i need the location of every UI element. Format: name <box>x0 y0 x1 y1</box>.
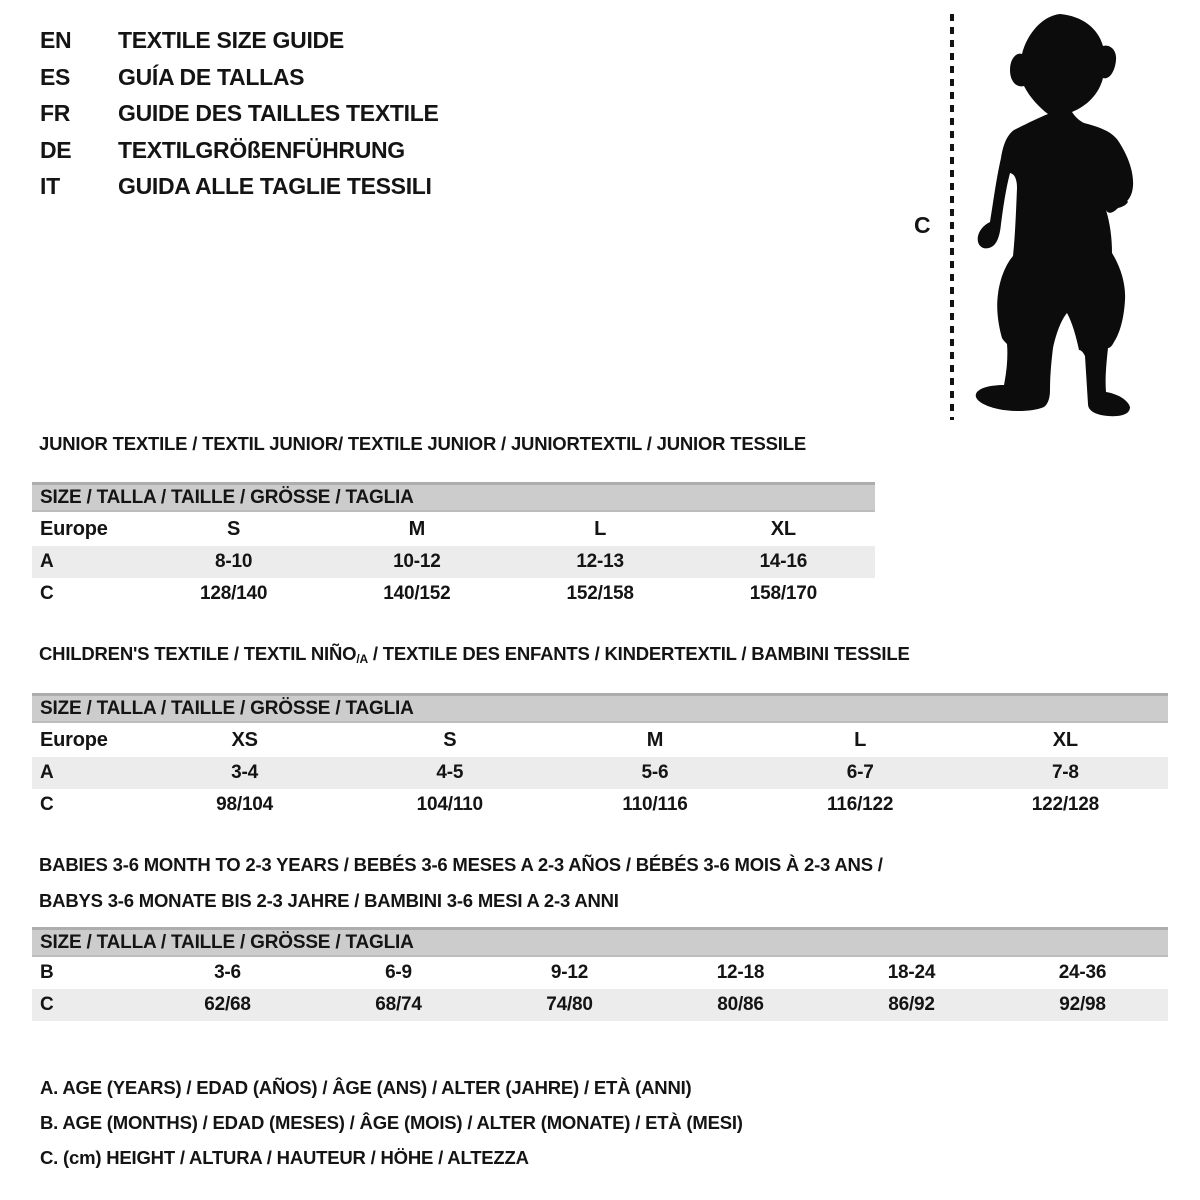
measure-label-c: C <box>914 212 931 238</box>
toddler-silhouette-icon <box>960 8 1145 420</box>
table-cell: 3-4 <box>142 757 347 789</box>
table-cell: A <box>32 546 142 578</box>
table-cell: 74/80 <box>484 989 655 1021</box>
children-size-header-bar <box>32 693 1168 723</box>
children-size-table <box>32 723 1168 821</box>
table-cell: XL <box>1052 728 1078 751</box>
table-cell: 158/170 <box>749 583 818 604</box>
size-header-label: SIZE / TALLA / TAILLE / GRÖSSE / TAGLIA <box>40 931 414 953</box>
table-cell: Europe <box>40 728 108 751</box>
table-cell: 12-18 <box>716 962 765 983</box>
table-cell: B <box>40 962 54 983</box>
table-cell: 7-8 <box>963 757 1168 789</box>
table-cell: L <box>854 728 867 751</box>
junior-size-header-bar <box>32 482 875 512</box>
table-cell: 122/128 <box>1031 794 1100 815</box>
babies-size-header-bar <box>32 927 1168 957</box>
table-cell: 12-13 <box>509 546 692 578</box>
table-cell: C <box>40 583 54 604</box>
table-cell: Europe <box>40 517 108 540</box>
table-cell: 128/140 <box>199 583 268 604</box>
table-cell: 110/116 <box>622 794 688 815</box>
height-figure <box>900 0 1200 430</box>
table-cell: M <box>408 517 426 540</box>
table-cell: 24-36 <box>1058 962 1107 983</box>
table-cell: 116/122 <box>827 794 894 815</box>
note-age-months: B. AGE (MONTHS) / EDAD (MESES) / ÂGE (MOIS) / ALTER (MONATE) / ETÀ (MESI) <box>40 1112 743 1133</box>
table-cell: 140/152 <box>383 583 451 604</box>
note-age-years: A. AGE (YEARS) / EDAD (AÑOS) / ÂGE (ANS) / ALTER (JAHRE) / ETÀ (ANNI) <box>40 1077 692 1098</box>
table-row <box>32 578 875 610</box>
section-babies-textile <box>32 847 1168 1021</box>
lang-row-it <box>40 168 439 205</box>
lang-row-en <box>40 22 439 59</box>
junior-section-title: JUNIOR TEXTILE / TEXTIL JUNIOR/ TEXTILE JUNIOR / JUNIORTEXTIL / JUNIOR TESSILE <box>39 433 806 454</box>
lang-label: TEXTILE SIZE GUIDE <box>118 27 344 53</box>
lang-code: DE <box>40 136 72 163</box>
section-junior-textile <box>32 433 875 610</box>
table-cell: 5-6 <box>552 757 757 789</box>
title-text: / TEXTILE DES ENFANTS / KINDERTEXTIL / BAMBINI TESSILE <box>367 643 910 664</box>
table-cell: 14-16 <box>692 546 875 578</box>
table-cell: A <box>32 757 142 789</box>
babies-title-line-1: BABIES 3-6 MONTH TO 2-3 YEARS / BEBÉS 3-6 MESES A 2-3 AÑOS / BÉBÉS 3-6 MOIS À 2-3 ANS / <box>39 854 883 875</box>
lang-label: GUIDA ALLE TAGLIE TESSILI <box>118 173 432 199</box>
lang-code: FR <box>40 100 71 126</box>
junior-size-table <box>32 512 875 610</box>
table-cell: C <box>40 794 54 815</box>
table-cell: 8-10 <box>142 546 325 578</box>
language-title-block <box>40 22 439 205</box>
title-subscript: /A <box>356 652 368 666</box>
table-row <box>32 546 875 578</box>
table-row <box>32 989 1168 1021</box>
table-cell: M <box>646 728 664 751</box>
table-cell: 6-9 <box>385 962 412 983</box>
table-cell: 6-7 <box>758 757 963 789</box>
table-cell: S <box>227 517 241 540</box>
table-cell: 92/98 <box>997 989 1168 1021</box>
table-row <box>32 723 1168 757</box>
children-section-title <box>39 643 1168 666</box>
table-cell: XS <box>231 728 258 751</box>
table-cell: C <box>32 989 142 1021</box>
table-cell: 86/92 <box>826 989 997 1021</box>
table-cell: 4-5 <box>347 757 552 789</box>
lang-code: ES <box>40 63 71 90</box>
table-cell: 98/104 <box>216 794 274 815</box>
lang-code: EN <box>40 27 72 53</box>
babies-title-line-2: BABYS 3-6 MONATE BIS 2-3 JAHRE / BAMBINI 3-6 MESI A 2-3 ANNI <box>39 890 619 911</box>
lang-label: GUIDE DES TAILLES TEXTILE <box>118 100 439 126</box>
table-cell: L <box>594 517 607 540</box>
table-cell: 9-12 <box>550 962 589 983</box>
lang-row-es <box>40 59 439 96</box>
table-cell: 3-6 <box>214 962 241 983</box>
lang-row-de <box>40 132 439 169</box>
legend-notes <box>40 1070 743 1175</box>
table-cell: 10-12 <box>325 546 508 578</box>
table-row <box>32 957 1168 989</box>
lang-label: GUÍA DE TALLAS <box>118 63 305 90</box>
table-cell: 104/110 <box>416 794 483 815</box>
size-header-label: SIZE / TALLA / TAILLE / GRÖSSE / TAGLIA <box>40 697 414 719</box>
babies-size-table <box>32 957 1168 1021</box>
table-cell: 18-24 <box>887 962 936 983</box>
table-row <box>32 512 875 546</box>
note-height-cm: C. (cm) HEIGHT / ALTURA / HAUTEUR / HÖHE / ALTEZZA <box>40 1147 529 1168</box>
table-cell: XL <box>770 517 796 540</box>
size-header-label: SIZE / TALLA / TAILLE / GRÖSSE / TAGLIA <box>40 486 414 508</box>
section-childrens-textile <box>32 643 1168 821</box>
table-cell: S <box>443 728 457 751</box>
lang-code: IT <box>40 173 60 199</box>
babies-section-title <box>39 847 1168 919</box>
table-row <box>32 789 1168 821</box>
lang-row-fr <box>40 95 439 132</box>
table-cell: 152/158 <box>566 583 634 604</box>
table-cell: 80/86 <box>655 989 826 1021</box>
lang-label: TEXTILGRÖßENFÜHRUNG <box>118 136 405 163</box>
height-measure-dashed-line <box>950 14 954 420</box>
table-cell: 62/68 <box>142 989 313 1021</box>
title-text: CHILDREN'S TEXTILE / TEXTIL NIÑO <box>39 643 357 664</box>
table-row <box>32 757 1168 789</box>
table-cell: 68/74 <box>313 989 484 1021</box>
